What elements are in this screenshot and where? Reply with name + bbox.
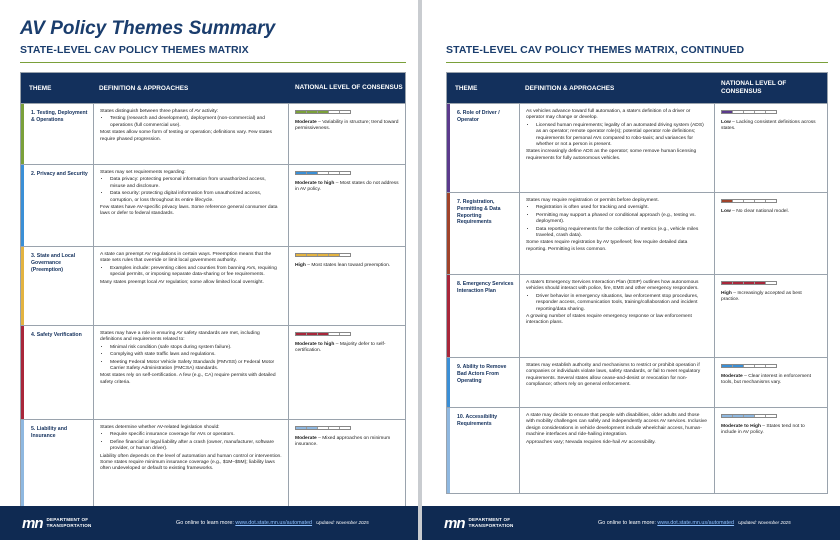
header-definition: DEFINITION & APPROACHES [525, 84, 615, 92]
definition-intro: As vehicles advance toward full automation, a state's definition of a driver or operator may change or develop. [526, 109, 691, 121]
approach-list [100, 116, 282, 129]
approach-item: • Require specific insurance coverage for AVs or operators. [110, 432, 282, 438]
meter-segment [755, 415, 766, 417]
page-one [0, 0, 418, 540]
approach-item: • Complying with state traffic laws and regulations. [110, 352, 282, 358]
definition-summary: A growing number of states require emergency response or law enforcement interaction plans. [526, 314, 692, 326]
consensus-description: – Most states lean toward preemption. [305, 263, 391, 268]
consensus-level: Moderate [295, 120, 317, 125]
theme-color-bar [447, 408, 450, 493]
page-two [422, 0, 840, 540]
theme-color-bar [21, 420, 24, 508]
definition-cell [93, 420, 289, 508]
consensus-level: Moderate [295, 436, 317, 441]
theme-color-bar [21, 104, 24, 164]
definition-intro: States may set requirements regarding: [100, 170, 186, 175]
theme-name: 8. Emergency Services Interaction Plan [457, 281, 514, 294]
consensus-cell [289, 165, 405, 246]
approach-list [526, 123, 708, 149]
mn-logo-mark: mn [22, 514, 43, 532]
theme-color-bar [447, 275, 450, 357]
logo-line2: TRANSPORTATION [468, 523, 514, 528]
footer [0, 506, 418, 540]
consensus-level: Moderate to high [295, 181, 335, 186]
meter-segment [318, 333, 329, 335]
footer-url-link[interactable]: www.dot.state.mn.us/automated [657, 520, 735, 526]
consensus-level: Low [721, 209, 731, 214]
definition-cell [519, 358, 715, 407]
meter-segment [340, 333, 350, 335]
meter-segment [307, 333, 318, 335]
footer-text [176, 520, 369, 526]
consensus-description: – Majority defer to self-certification. [295, 342, 386, 354]
theme-cell [447, 104, 519, 192]
theme-cell [447, 408, 519, 493]
themes-table [20, 72, 406, 509]
meter-segment [329, 427, 340, 429]
meter-segment [318, 172, 329, 174]
meter-segment [296, 333, 307, 335]
theme-name: 6. Role of Driver / Operator [457, 110, 500, 123]
consensus-description: – Lacking consistent definitions across states. [721, 120, 816, 132]
themes-table-continued [446, 72, 828, 494]
approach-item: • Define financial or legal liability after a crash (owner, manufacturer, software provider, or human driver). [110, 440, 282, 453]
definition-cell [519, 193, 715, 274]
consensus-meter [721, 364, 777, 368]
approach-list [526, 205, 708, 239]
meter-segment [318, 427, 329, 429]
definition-cell [519, 104, 715, 192]
approach-list [526, 294, 708, 313]
table-header [447, 73, 827, 103]
matrix-title-continued: STATE-LEVEL CAV POLICY THEMES MATRIX, CONTINUED [446, 44, 745, 56]
definition-intro: States may establish authority and mechanisms to restrict or prohibit operation if companies or individuals violate laws, safety standards, or fail to meet regulatory requirements. Several states allow cease-and-desist or revocation for non-compliance; others rely on general enforcement. [526, 363, 701, 388]
table-row [447, 274, 827, 357]
consensus-cell [715, 358, 827, 407]
meter-segment [318, 254, 329, 256]
definition-cell [93, 104, 289, 164]
footer-url-link[interactable]: www.dot.state.mn.us/automated [235, 520, 313, 526]
approach-list [100, 177, 282, 204]
consensus-description: – Mixed approaches on minimum insurance. [295, 436, 391, 448]
updated-date: Updated: November 2025 [738, 520, 791, 525]
consensus-level: Moderate to high [295, 342, 335, 347]
table-row [21, 325, 405, 419]
consensus-cell [715, 275, 827, 357]
theme-color-bar [447, 104, 450, 192]
approach-item: • Driver behavior in emergency situations, law enforcement stop procedures, responder access, communication tools, training/collaboration and incident reporting/data sharing. [536, 294, 708, 313]
definition-intro: States may have a role in ensuring AV safety standards are met, including definitions and requirements related to: [100, 331, 260, 343]
meter-segment [744, 282, 755, 284]
header-consensus: NATIONAL LEVEL OF CONSENSUS [721, 80, 787, 95]
definition-intro: A state's Emergency Services Interaction Plan (ESIP) outlines how autonomous vehicles should interact with police, fire, EMS and other emergency responders. [526, 280, 699, 292]
consensus-meter [295, 253, 351, 257]
footer-text [598, 520, 791, 526]
table-header [21, 73, 405, 103]
meter-segment [755, 282, 766, 284]
title-rule [446, 62, 828, 63]
meter-segment [340, 111, 350, 113]
consensus-level: High [721, 291, 732, 296]
definition-intro: States may require registration or permits before deployment. [526, 198, 659, 203]
meter-segment [766, 200, 776, 202]
table-row [447, 407, 827, 493]
footer [422, 506, 840, 540]
approach-item: • Examples include: preventing cities and counties from banning AVs, requiring special permits, or imposing separate data-sharing or fee requirements. [110, 266, 282, 279]
consensus-cell [289, 326, 405, 419]
theme-cell [21, 247, 93, 325]
consensus-description: – Most states do not address in AV policy. [295, 181, 399, 193]
meter-segment [329, 333, 340, 335]
consensus-level: Low [721, 120, 731, 125]
theme-name: 9. Ability to Remove Bad Actors From Operating [457, 364, 507, 384]
table-row [21, 164, 405, 246]
meter-segment [744, 415, 755, 417]
theme-color-bar [447, 193, 450, 274]
definition-summary: Some states require registration by AV type/level; few require detailed data reporting. Permitting is less common. [526, 240, 688, 252]
consensus-level: High [295, 263, 306, 268]
table-row [21, 103, 405, 164]
meter-segment [340, 254, 350, 256]
theme-name: 7. Registration, Permitting & Data Reporting Requirements [457, 199, 501, 226]
definition-intro: States determine whether AV-related legislation should: [100, 425, 220, 430]
footer-prompt: Go online to learn more: [176, 520, 236, 526]
theme-name: 2. Privacy and Security [31, 171, 88, 177]
meter-segment [733, 415, 744, 417]
meter-segment [755, 200, 766, 202]
title-rule [20, 62, 406, 63]
definition-summary: Most states allow some form of testing or operation; definitions vary. Few states require phased progression. [100, 130, 272, 142]
consensus-description: – Clear interest in enforcement tools, but mechanisms vary. [721, 374, 811, 386]
approach-item: • Meeting Federal Motor Vehicle Safety Standards (FMVSS) or Federal Motor Carrier Safety Administration (FMCSA) standards. [110, 360, 282, 373]
consensus-meter [295, 332, 351, 336]
definition-cell [519, 275, 715, 357]
table-row [447, 103, 827, 192]
updated-date: Updated: November 2025 [316, 520, 369, 525]
theme-color-bar [447, 358, 450, 407]
mn-logo-mark: mn [444, 514, 465, 532]
meter-segment [296, 427, 307, 429]
theme-color-bar [21, 326, 24, 419]
meter-segment [307, 111, 318, 113]
consensus-meter [721, 414, 777, 418]
meter-segment [340, 172, 350, 174]
meter-segment [329, 172, 340, 174]
mndot-logo [444, 515, 564, 532]
theme-name: 3. State and Local Governance (Preemption) [31, 253, 76, 273]
table-row [21, 419, 405, 508]
approach-list [100, 345, 282, 373]
meter-segment [296, 172, 307, 174]
definition-cell [93, 247, 289, 325]
definition-summary: Approaches vary; Nevada requires ride-hail AV accessibility. [526, 439, 656, 445]
consensus-description: – States tend not to include in AV policy. [721, 424, 805, 436]
meter-segment [722, 200, 733, 202]
meter-segment [755, 365, 766, 367]
meter-segment [296, 111, 307, 113]
consensus-level: Moderate to High [721, 424, 761, 429]
approach-list [100, 266, 282, 279]
meter-segment [766, 111, 776, 113]
consensus-cell [289, 247, 405, 325]
meter-segment [766, 365, 776, 367]
theme-cell [21, 165, 93, 246]
consensus-meter [721, 199, 777, 203]
definition-cell [93, 326, 289, 419]
header-definition: DEFINITION & APPROACHES [99, 84, 189, 92]
approach-item: • Testing (research and development), deployment (non-commercial) and operations (full commercial use). [110, 116, 282, 129]
meter-segment [307, 427, 318, 429]
definition-summary: Liability often depends on the level of automation and human control or intervention. Some states require minimum insurance coverage (e.g., $1M–$5M); liability laws often undeveloped or default to existing frameworks. [100, 453, 282, 472]
approach-item: • Data security: protecting digital information from unauthorized access, corruption, or loss throughout its entire lifecycle. [110, 191, 282, 204]
meter-segment [744, 365, 755, 367]
logo-line1: DEPARTMENT OF [468, 517, 511, 523]
consensus-cell [289, 104, 405, 164]
meter-segment [307, 172, 318, 174]
meter-segment [766, 415, 776, 417]
table-row [21, 246, 405, 325]
meter-segment [329, 111, 340, 113]
definition-cell [519, 408, 715, 493]
consensus-cell [715, 104, 827, 192]
meter-segment [296, 254, 307, 256]
theme-cell [21, 420, 93, 508]
theme-cell [21, 326, 93, 419]
definition-summary: Many states preempt local AV regulation; some allow limited local oversight. [100, 279, 264, 285]
consensus-meter [721, 110, 777, 114]
logo-line1: DEPARTMENT OF [46, 517, 89, 523]
consensus-description: – Increasingly accepted as best practice. [721, 291, 802, 303]
theme-cell [447, 358, 519, 407]
consensus-meter [721, 281, 777, 285]
approach-list [100, 432, 282, 452]
approach-item: • Minimal risk condition (safe stops during system failure). [110, 345, 282, 351]
meter-segment [733, 111, 744, 113]
footer-prompt: Go online to learn more: [598, 520, 658, 526]
meter-segment [733, 200, 744, 202]
header-theme: THEME [455, 84, 478, 92]
theme-cell [21, 104, 93, 164]
theme-cell [447, 193, 519, 274]
matrix-title: STATE-LEVEL CAV POLICY THEMES MATRIX [20, 44, 249, 56]
consensus-cell [289, 420, 405, 508]
definition-cell [93, 165, 289, 246]
approach-item: • Data privacy: protecting personal information from unauthorized access, misuse and disclosure. [110, 177, 282, 190]
definition-intro: States distinguish between three phases of AV activity: [100, 109, 219, 114]
meter-segment [318, 111, 329, 113]
mndot-logo [22, 515, 142, 532]
consensus-meter [295, 426, 351, 430]
definition-intro: A state may decide to ensure that people with disabilities, older adults and those with mobility challenges can safely and independently access AV services. Inclusive design considerations in vehicle development include wheelchair access, human-machine interfaces and ride-hailing integration. [526, 413, 707, 438]
consensus-meter [295, 110, 351, 114]
consensus-cell [715, 408, 827, 493]
consensus-cell [715, 193, 827, 274]
consensus-description: – Variability in structure; trend toward permissiveness. [295, 120, 399, 132]
meter-segment [744, 200, 755, 202]
definition-summary: States increasingly define ADS as the operator; some remove human licensing requirements for fully autonomous vehicles. [526, 149, 697, 161]
definition-summary: Most states rely on self-certification. A few (e.g., CA) require permits with detailed safety criteria. [100, 373, 276, 385]
approach-item: • Licensed human requirements; legality of an automated driving system (ADS) as an operator; remote operator role(s); potential operator role definitions; requirements for personal AVs compared to robo-taxis; and variances for whether or not a person is present. [536, 123, 708, 149]
meter-segment [722, 415, 733, 417]
consensus-level: Moderate [721, 374, 743, 379]
approach-item: • Data reporting requirements for the collection of metrics (e.g., vehicle miles traveled, crash data). [536, 227, 708, 240]
approach-item: • Registration is often used for tracking and oversight. [536, 205, 708, 211]
theme-color-bar [21, 165, 24, 246]
header-theme: THEME [29, 84, 52, 92]
meter-segment [733, 282, 744, 284]
meter-segment [722, 282, 733, 284]
definition-summary: Few states have AV-specific privacy laws. Some reference general consumer data laws or defer to federal standards. [100, 205, 278, 217]
header-consensus: NATIONAL LEVEL OF CONSENSUS [295, 84, 403, 91]
logo-line2: TRANSPORTATION [46, 523, 92, 528]
theme-color-bar [21, 247, 24, 325]
approach-item: • Permitting may support a phased or conditional approach (e.g., testing vs. deployment). [536, 213, 708, 226]
definition-intro: A state can preempt AV regulations in certain ways. Preemption means that the state sets rules that override or limit local government authority. [100, 252, 272, 264]
table-row [447, 357, 827, 407]
theme-name: 1. Testing, Deployment & Operations [31, 110, 88, 123]
meter-segment [744, 111, 755, 113]
consensus-meter [295, 171, 351, 175]
page-title: AV Policy Themes Summary [20, 18, 276, 39]
meter-segment [307, 254, 318, 256]
theme-name: 10. Accessibility Requirements [457, 414, 498, 427]
meter-segment [329, 254, 340, 256]
table-row [447, 192, 827, 274]
theme-name: 4. Safety Verification [31, 332, 82, 338]
meter-segment [733, 365, 744, 367]
meter-segment [722, 111, 733, 113]
meter-segment [722, 365, 733, 367]
meter-segment [755, 111, 766, 113]
theme-cell [447, 275, 519, 357]
meter-segment [766, 282, 776, 284]
meter-segment [340, 427, 350, 429]
theme-name: 5. Liability and Insurance [31, 426, 68, 439]
consensus-description: – No clear national model. [730, 209, 789, 214]
